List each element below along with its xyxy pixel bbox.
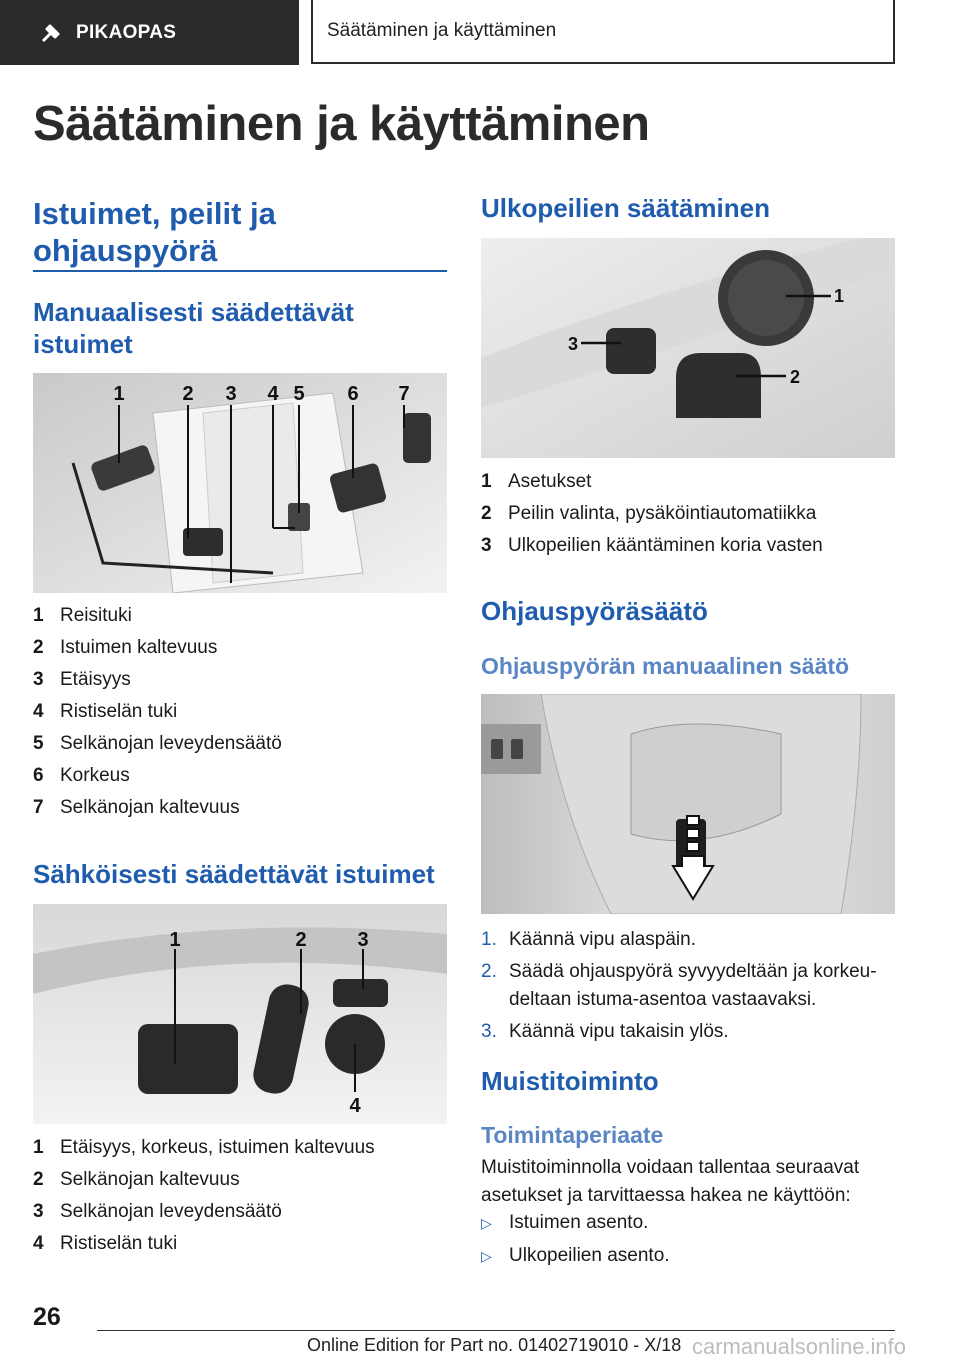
section-divider bbox=[33, 270, 447, 272]
mirror-controls-figure bbox=[481, 238, 895, 458]
item-number: 6 bbox=[33, 765, 44, 786]
bullet-text: Ulkopeilien asento. bbox=[509, 1245, 670, 1266]
item-text: Etäisyys, korkeus, istuimen kaltevuus bbox=[60, 1137, 375, 1158]
item-number: 7 bbox=[33, 797, 44, 818]
page-title: Säätäminen ja käyttäminen bbox=[33, 97, 650, 151]
electric-seats-heading: Sähköisesti säädettävät istuimet bbox=[33, 859, 435, 889]
footer-divider bbox=[97, 1330, 895, 1331]
item-number: 1 bbox=[33, 1137, 44, 1158]
list-item bbox=[33, 765, 447, 797]
list-item bbox=[481, 503, 895, 535]
steering-subheading: Ohjauspyörän manuaalinen säätö bbox=[481, 653, 850, 679]
manual-callout: 5 bbox=[293, 383, 305, 405]
item-number: 5 bbox=[33, 733, 44, 754]
item-number: 1 bbox=[481, 471, 492, 492]
manual-callout: 3 bbox=[225, 383, 237, 405]
item-text: Asetukset bbox=[508, 471, 592, 492]
electric-callout: 3 bbox=[357, 929, 369, 951]
list-item bbox=[481, 1212, 895, 1245]
manual-callout: 2 bbox=[182, 383, 194, 405]
memory-description: Muistitoiminnolla voidaan tallentaa seuraavat asetukset ja tarvittaessa hakea ne käyttöön: bbox=[481, 1157, 860, 1206]
item-text: Istuimen kaltevuus bbox=[60, 637, 218, 658]
steering-heading: Ohjauspyöräsäätö bbox=[481, 596, 708, 626]
manual-callout: 1 bbox=[113, 383, 125, 405]
list-item bbox=[33, 1201, 447, 1233]
list-item bbox=[33, 797, 447, 829]
item-number: 3 bbox=[481, 535, 492, 556]
manual-callout: 7 bbox=[398, 383, 410, 405]
mirror-callout: 3 bbox=[567, 334, 579, 354]
electric-callout: 2 bbox=[295, 929, 307, 951]
step-text bbox=[509, 1018, 729, 1046]
breadcrumb[interactable] bbox=[311, 0, 895, 64]
list-item bbox=[33, 669, 447, 701]
manual-seat-figure bbox=[33, 373, 447, 593]
memory-heading: Muistitoiminto bbox=[481, 1066, 659, 1096]
step-text bbox=[509, 958, 877, 1014]
step-line: Säädä ohjauspyörä syvyydeltään ja korkeu- bbox=[509, 961, 877, 982]
item-number: 4 bbox=[33, 701, 44, 722]
list-item bbox=[33, 637, 447, 669]
item-text: Selkänojan kaltevuus bbox=[60, 797, 240, 818]
list-item bbox=[33, 1137, 447, 1169]
step-line: deltaan istuma-asentoa vastaavaksi. bbox=[509, 989, 817, 1010]
mirrors-heading: Ulkopeilien säätäminen bbox=[481, 193, 770, 223]
electric-callout: 4 bbox=[349, 1095, 361, 1117]
list-item bbox=[33, 1233, 447, 1265]
list-item bbox=[33, 1169, 447, 1201]
step-line: Käännä vipu alaspäin. bbox=[509, 929, 696, 950]
item-text: Korkeus bbox=[60, 765, 130, 786]
quick-guide-tab[interactable] bbox=[0, 0, 299, 65]
mirror-legend bbox=[481, 471, 895, 567]
item-text: Ulkopeilien kääntäminen koria vasten bbox=[508, 535, 823, 556]
list-item bbox=[33, 701, 447, 733]
mirror-callout: 1 bbox=[833, 286, 845, 306]
item-text: Etäisyys bbox=[60, 669, 131, 690]
section-title: Istuimet, peilit ja ohjauspyörä bbox=[33, 196, 276, 268]
item-number: 4 bbox=[33, 1233, 44, 1254]
watermark: carmanualsonline.info bbox=[692, 1334, 907, 1359]
item-text: Ristiselän tuki bbox=[60, 1233, 178, 1254]
manual-callout: 6 bbox=[347, 383, 359, 405]
electric-seat-figure bbox=[33, 904, 447, 1124]
item-number: 2 bbox=[33, 1169, 44, 1190]
electric-callout: 1 bbox=[169, 929, 181, 951]
step-number: 3. bbox=[481, 1021, 497, 1042]
list-item bbox=[481, 1245, 895, 1278]
item-number: 3 bbox=[33, 1201, 44, 1222]
steering-lever-figure bbox=[481, 694, 895, 914]
step-item bbox=[481, 1018, 895, 1046]
wrench-icon bbox=[40, 22, 62, 44]
item-number: 1 bbox=[33, 605, 44, 626]
quick-guide-tab-label: PIKAOPAS bbox=[76, 21, 177, 43]
item-text: Peilin valinta, pysäköintiautomatiikka bbox=[508, 503, 817, 524]
item-number: 2 bbox=[481, 503, 492, 524]
item-text: Selkänojan leveydensäätö bbox=[60, 733, 282, 754]
item-text: Ristiselän tuki bbox=[60, 701, 178, 722]
mirror-callout: 2 bbox=[789, 367, 801, 387]
triangle-bullet-icon: ▷ bbox=[481, 1215, 492, 1231]
electric-seat-legend bbox=[33, 1137, 447, 1265]
list-item bbox=[33, 733, 447, 765]
list-item bbox=[33, 605, 447, 637]
item-text: Reisituki bbox=[60, 605, 132, 626]
page-number: 26 bbox=[33, 1303, 61, 1331]
manual-seat-legend bbox=[33, 605, 447, 829]
manual-callout: 4 bbox=[267, 383, 279, 405]
triangle-bullet-icon: ▷ bbox=[481, 1248, 492, 1264]
memory-subheading: Toimintaperiaate bbox=[481, 1122, 664, 1148]
item-number: 3 bbox=[33, 669, 44, 690]
steering-steps bbox=[481, 926, 895, 1050]
item-text: Selkänojan leveydensäätö bbox=[60, 1201, 282, 1222]
memory-bullets bbox=[481, 1212, 895, 1278]
step-number: 1. bbox=[481, 929, 497, 950]
list-item bbox=[481, 535, 895, 567]
step-item bbox=[481, 958, 895, 1014]
item-text: Selkänojan kaltevuus bbox=[60, 1169, 240, 1190]
step-text bbox=[509, 926, 696, 954]
bullet-text: Istuimen asento. bbox=[509, 1212, 649, 1233]
footer-edition: Online Edition for Part no. 01402719010 - X/18 bbox=[307, 1335, 682, 1355]
breadcrumb-label: Säätäminen ja käyttäminen bbox=[327, 20, 557, 41]
item-number: 2 bbox=[33, 637, 44, 658]
step-number: 2. bbox=[481, 961, 497, 982]
step-item bbox=[481, 926, 895, 954]
manual-seats-heading: Manuaalisesti säädettävät istuimet bbox=[33, 297, 354, 359]
step-line: Käännä vipu takaisin ylös. bbox=[509, 1021, 729, 1042]
list-item bbox=[481, 471, 895, 503]
